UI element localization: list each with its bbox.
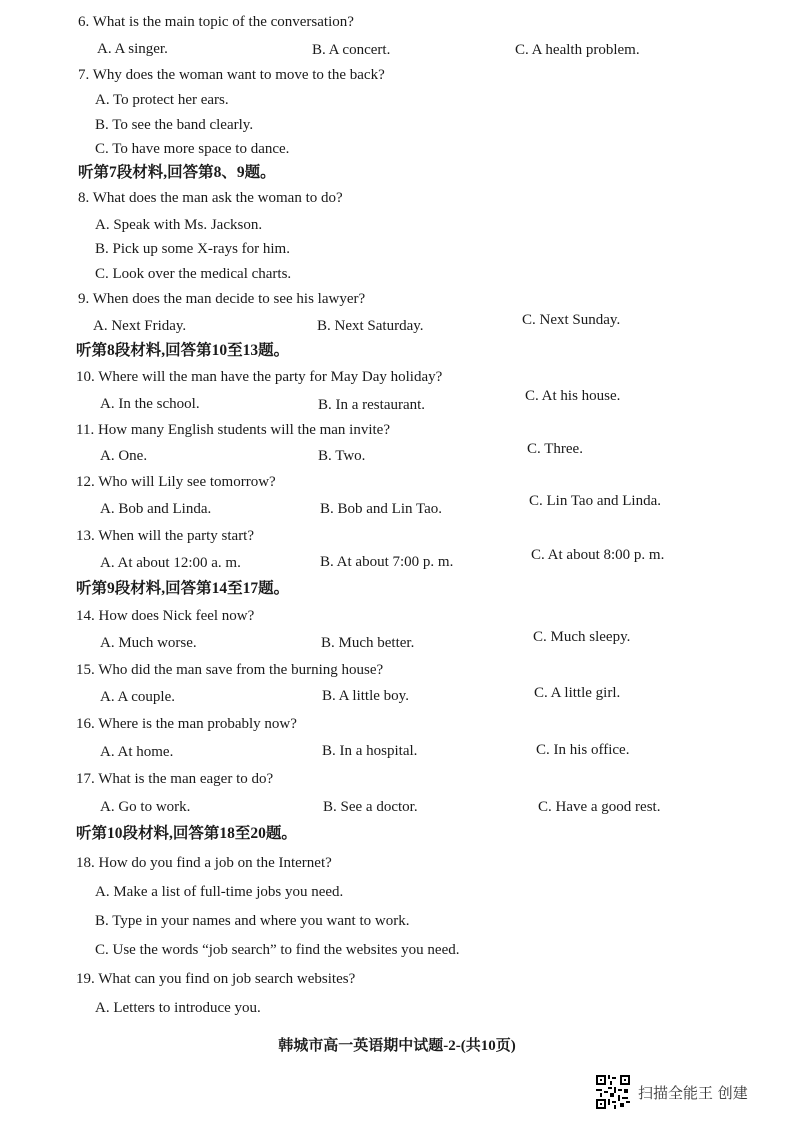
section-heading-10: 听第10段材料,回答第18至20题。 [76,825,297,842]
q11-option-a: A. One. [100,448,148,464]
q11-option-c: C. Three. [527,441,583,457]
q6-option-a: A. A singer. [97,41,168,57]
question-11: 11. How many English students will the man invite? [76,422,390,438]
q17-option-b: B. See a doctor. [323,799,418,815]
question-16: 16. Where is the man probably now? [76,716,297,732]
question-8: 8. What does the man ask the woman to do? [78,190,343,206]
question-15: 15. Who did the man save from the burning house? [76,662,384,678]
question-18: 18. How do you find a job on the Internet? [76,855,332,871]
q18-option-c: C. Use the words “job search” to find the websites you need. [95,942,460,958]
q16-option-c: C. In his office. [536,742,630,758]
section-heading-8: 听第8段材料,回答第10至13题。 [76,342,290,359]
q17-option-c: C. Have a good rest. [538,799,661,815]
question-19: 19. What can you find on job search websites? [76,971,356,987]
scanner-watermark [596,1075,748,1109]
page-footer: 韩城市高一英语期中试题-2-(共10页) [278,1038,516,1054]
q15-option-b: B. A little boy. [322,688,409,704]
q10-option-b: B. In a restaurant. [318,397,426,413]
section-heading-9: 听第9段材料,回答第14至17题。 [76,580,290,597]
question-17: 17. What is the man eager to do? [76,771,274,787]
q14-option-c: C. Much sleepy. [533,629,631,645]
q8-option-b: B. Pick up some X-rays for him. [95,241,290,257]
q17-option-a: A. Go to work. [100,799,191,815]
q12-option-b: B. Bob and Lin Tao. [320,501,442,517]
question-10: 10. Where will the man have the party for May Day holiday? [76,369,443,385]
watermark-text: 扫描全能王 创建 [638,1083,748,1102]
question-14: 14. How does Nick feel now? [76,608,255,624]
q10-option-a: A. In the school. [100,396,200,412]
q13-option-a: A. At about 12:00 a. m. [100,555,241,571]
q16-option-b: B. In a hospital. [322,743,418,759]
question-9: 9. When does the man decide to see his lawyer? [78,291,366,307]
q8-option-c: C. Look over the medical charts. [95,266,292,282]
question-6: 6. What is the main topic of the conversation? [78,14,354,30]
q14-option-b: B. Much better. [321,635,415,651]
q13-option-b: B. At about 7:00 p. m. [320,554,454,570]
qr-code-icon [596,1075,630,1109]
q7-option-a: A. To protect her ears. [95,92,229,108]
q12-option-c: C. Lin Tao and Linda. [529,493,661,509]
q13-option-c: C. At about 8:00 p. m. [531,547,665,563]
q19-option-a: A. Letters to introduce you. [95,1000,261,1016]
q18-option-b: B. Type in your names and where you want to work. [95,913,410,929]
q7-option-c: C. To have more space to dance. [95,141,290,157]
q9-option-a: A. Next Friday. [93,318,187,334]
q14-option-a: A. Much worse. [100,635,197,651]
question-7: 7. Why does the woman want to move to the back? [78,67,385,83]
q18-option-a: A. Make a list of full-time jobs you need. [95,884,344,900]
q9-option-c: C. Next Sunday. [522,312,621,328]
q16-option-a: A. At home. [100,744,174,760]
q11-option-b: B. Two. [318,448,366,464]
q6-option-c: C. A health problem. [515,42,640,58]
q10-option-c: C. At his house. [525,388,621,404]
question-13: 13. When will the party start? [76,528,255,544]
question-12: 12. Who will Lily see tomorrow? [76,474,276,490]
q6-option-b: B. A concert. [312,42,391,58]
q9-option-b: B. Next Saturday. [317,318,424,334]
section-heading-7: 听第7段材料,回答第8、9题。 [78,164,276,181]
q8-option-a: A. Speak with Ms. Jackson. [95,217,263,233]
q7-option-b: B. To see the band clearly. [95,117,254,133]
q12-option-a: A. Bob and Linda. [100,501,212,517]
q15-option-c: C. A little girl. [534,685,621,701]
q15-option-a: A. A couple. [100,689,175,705]
